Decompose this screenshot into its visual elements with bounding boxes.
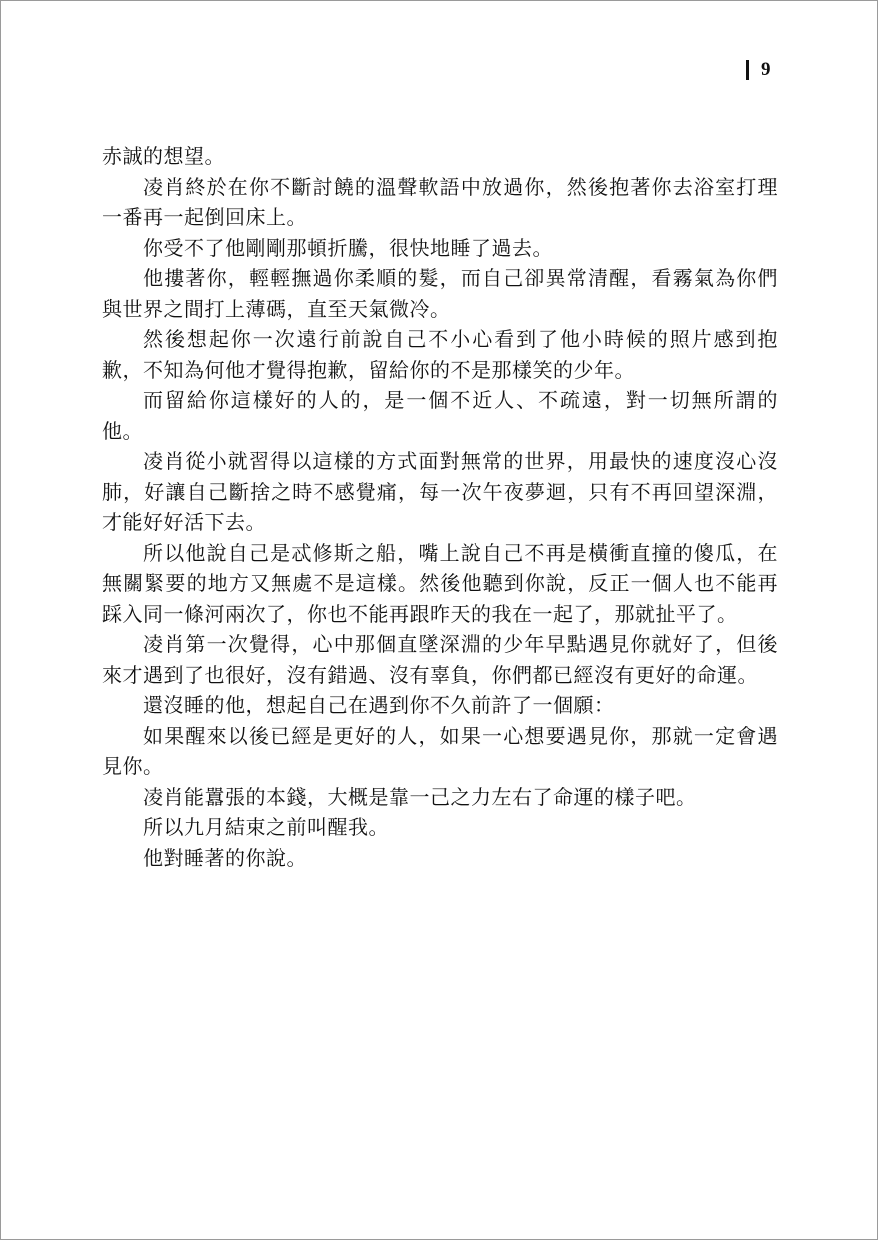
- paragraph: 他摟著你，輕輕撫過你柔順的髮，而自己卻異常清醒，看霧氣為你們與世界之間打上薄碼，直至天氣微冷。: [102, 266, 778, 321]
- paragraph: 你受不了他剛剛那頓折騰，很快地睡了過去。: [143, 235, 553, 260]
- paragraph: 而留給你這樣好的人的，是一個不近人、不疏遠，對一切無所謂的他。: [102, 388, 778, 443]
- paragraph: 所以九月結束之前叫醒我。: [143, 815, 389, 839]
- paragraph: 凌肖終於在你不斷討饒的溫聲軟語中放過你，然後抱著你去浴室打理一番再一起倒回床上。: [102, 174, 778, 229]
- paragraph: 凌肖從小就習得以這樣的方式面對無常的世界，用最快的速度沒心沒肺，好讓自己斷捨之時不感覺痛，每一次午夜夢迴，只有不再回望深淵，才能好好活下去。: [102, 449, 778, 534]
- paragraph: 所以他說自己是忒修斯之船，嘴上說自己不再是橫衝直撞的傻瓜，在無關緊要的地方又無處不是這樣。然後他聽到你說，反正一個人也不能再踩入同一條河兩次了，你也不能再跟昨天的我在一起了，那就扯平了。: [102, 540, 778, 626]
- body-text: [102, 141, 778, 873]
- header-rule: [746, 60, 749, 80]
- paragraph: 然後想起你一次遠行前說自己不小心看到了他小時候的照片感到抱歉，不知為何他才覺得抱歉，留給你的不是那樣笑的少年。: [102, 327, 778, 382]
- page-number: 9: [761, 59, 771, 80]
- paragraph: 赤誠的想望。: [102, 144, 225, 168]
- paragraph: 他對睡著的你說。: [143, 845, 307, 870]
- paragraph: 還沒睡的他，想起自己在遇到你不久前許了一個願：: [143, 693, 615, 717]
- paragraph: 凌肖能囂張的本錢，大概是靠一己之力左右了命運的樣子吧。: [143, 784, 697, 809]
- paragraph: 凌肖第一次覺得，心中那個直墜深淵的少年早點遇見你就好了，但後來才遇到了也很好，沒有錯過、沒有辜負，你們都已經沒有更好的命運。: [102, 632, 778, 687]
- page-header: [746, 57, 771, 83]
- paragraph: 如果醒來以後已經是更好的人，如果一心想要遇見你，那就一定會遇見你。: [102, 723, 778, 778]
